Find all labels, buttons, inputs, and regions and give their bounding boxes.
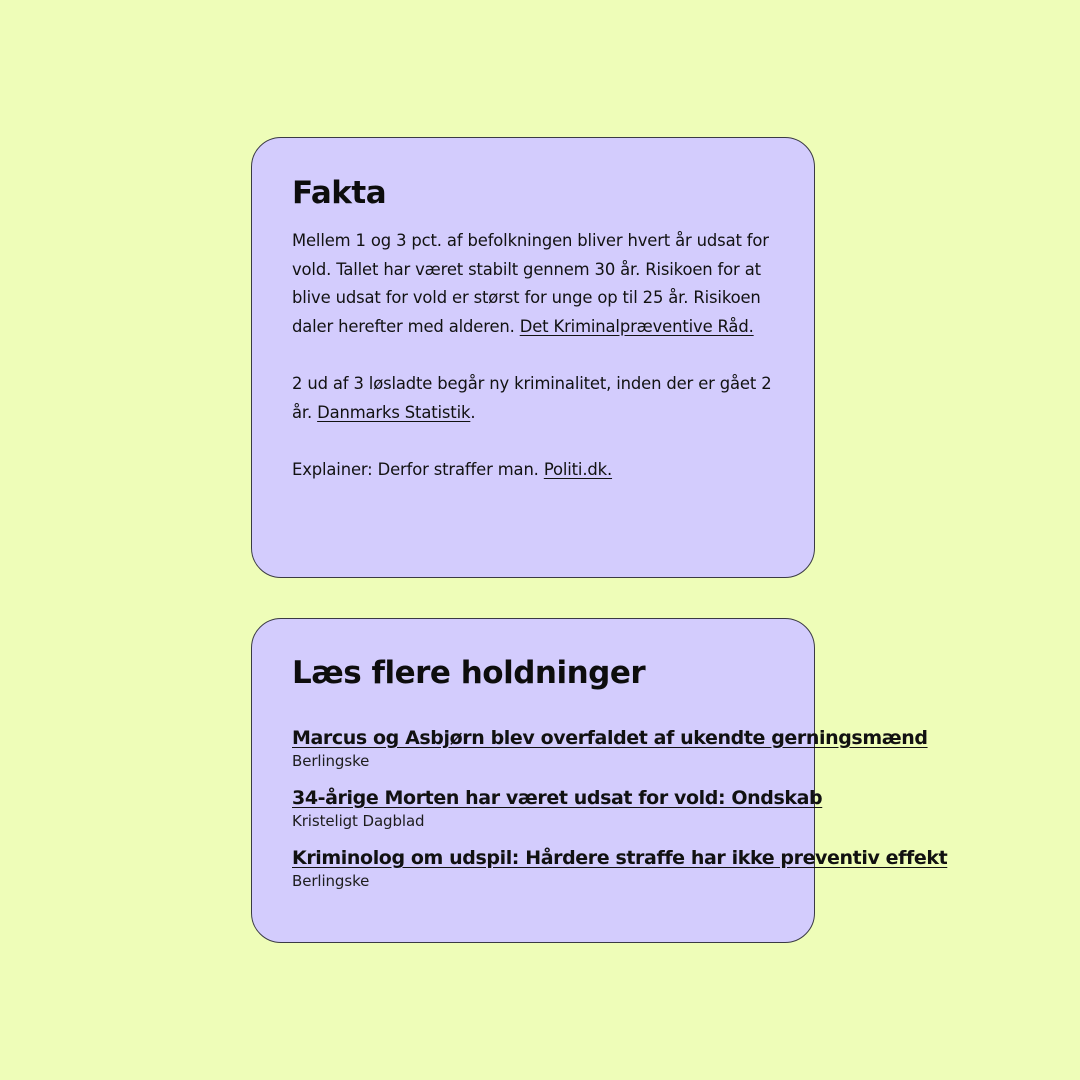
fakta-paragraph-1 xyxy=(292,227,780,341)
list-item xyxy=(292,725,928,785)
fakta-paragraph-2 xyxy=(292,370,780,427)
link-det-kriminalpraeventive-raad[interactable]: Det Kriminalpræventive Råd. xyxy=(519,316,754,336)
article-source-2: Kristeligt Dagblad xyxy=(292,812,425,830)
list-item xyxy=(292,845,948,905)
article-link-2[interactable]: 34-årige Morten har været udsat for vold: Ondskab xyxy=(292,787,823,809)
fakta-paragraph-1-text: Mellem 1 og 3 pct. af befolkningen bliver hvert år udsat for vold. Tallet har været stabilt gennem 30 år. Risikoen for at blive udsat for vold er størst for unge op til 25 år. Risikoen daler herefter med alderen. xyxy=(292,231,769,336)
fakta-paragraph-2-text: 2 ud af 3 løsladte begår ny kriminalitet, inden der er gået 2 år. xyxy=(292,373,772,422)
fakta-paragraph-3 xyxy=(292,456,780,485)
link-politi-dk[interactable]: Politi.dk. xyxy=(543,459,613,479)
list-item xyxy=(292,785,823,845)
link-danmarks-statistik[interactable]: Danmarks Statistik xyxy=(317,402,471,422)
fakta-card xyxy=(251,137,815,578)
related-links-title: Læs flere holdninger xyxy=(292,655,646,691)
fakta-title: Fakta xyxy=(292,175,387,211)
fakta-paragraph-2-tail: . xyxy=(470,402,476,422)
fakta-paragraph-3-text: Explainer: Derfor straffer man. xyxy=(292,459,544,479)
related-links-list xyxy=(292,725,948,905)
article-link-1[interactable]: Marcus og Asbjørn blev overfaldet af ukendte gerningsmænd xyxy=(292,727,928,749)
fakta-body xyxy=(292,227,780,513)
article-link-3[interactable]: Kriminolog om udspil: Hårdere straffe har ikke preventiv effekt xyxy=(292,847,948,869)
related-links-card xyxy=(251,618,948,943)
article-source-3: Berlingske xyxy=(292,872,370,890)
article-source-1: Berlingske xyxy=(292,752,370,770)
